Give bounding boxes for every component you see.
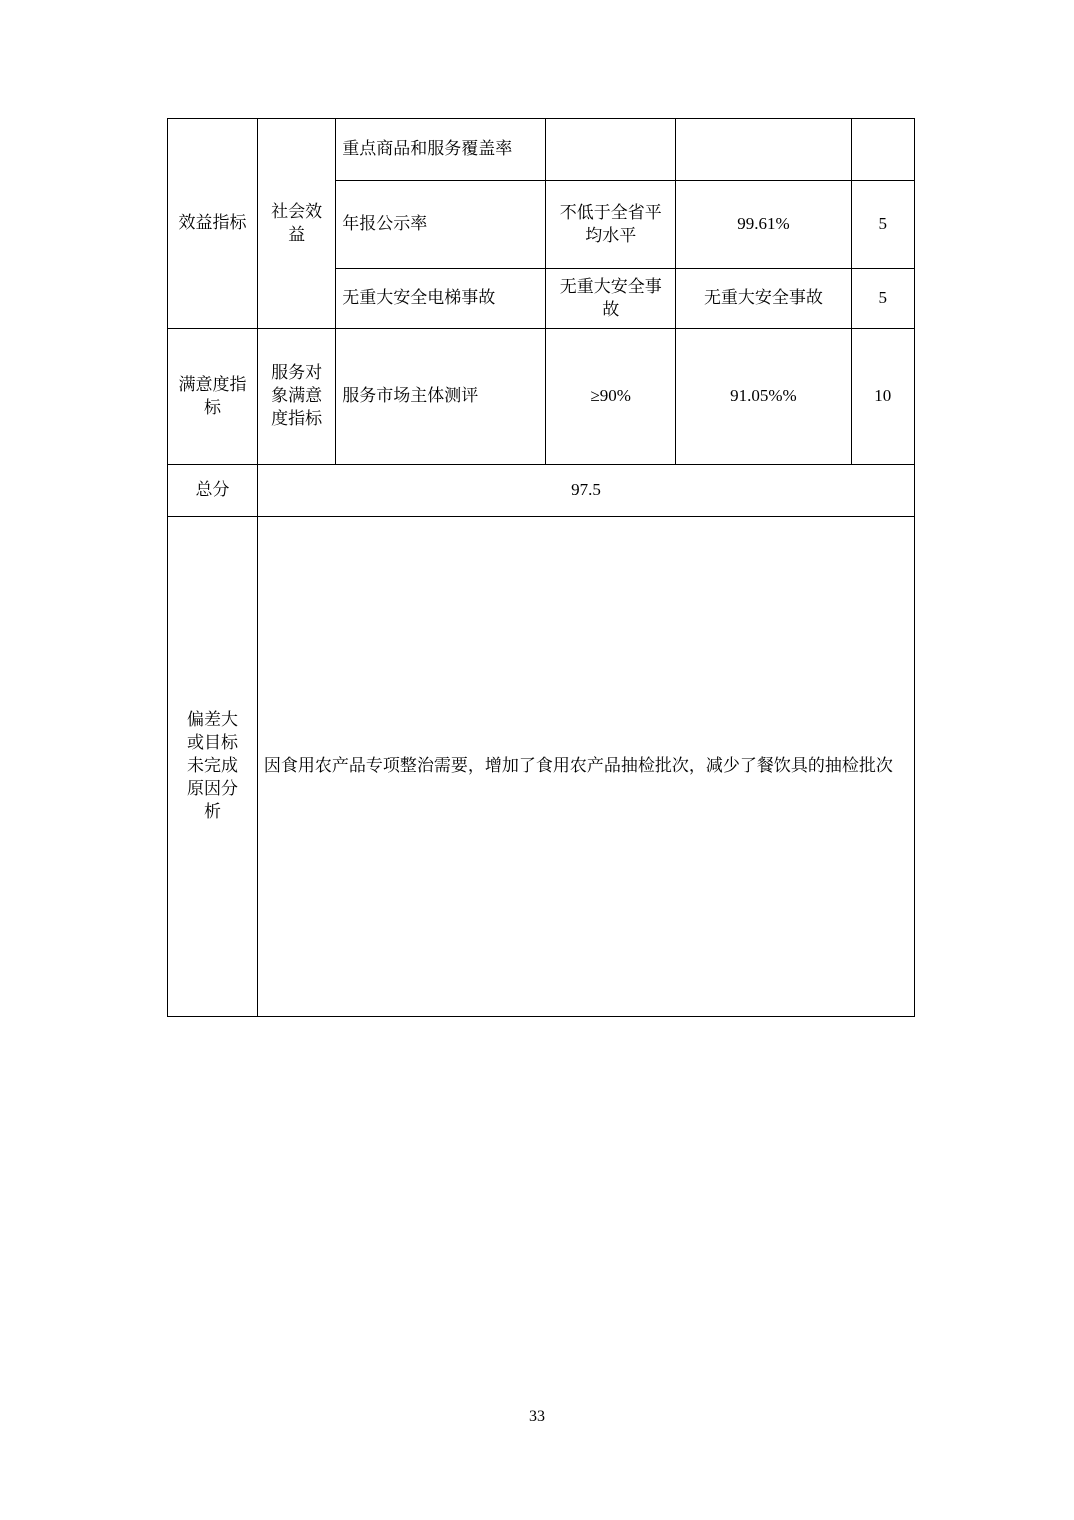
cell-score: 10: [851, 329, 914, 465]
cell-target-value: 无重大安全事故: [546, 269, 676, 329]
cell-indicator-name: 年报公示率: [336, 181, 546, 269]
performance-table-wrapper: [167, 118, 915, 1017]
cell-sub-group: 服务对象满意度指标: [257, 329, 335, 465]
cell-score: 5: [851, 181, 914, 269]
cell-indicator-name: 无重大安全电梯事故: [336, 269, 546, 329]
table-row: [168, 329, 915, 465]
total-score-label: 总分: [168, 465, 258, 517]
cell-target-value: 不低于全省平均水平: [546, 181, 676, 269]
cell-target-value: ≥90%: [546, 329, 676, 465]
cell-actual-value: 91.05%%: [676, 329, 851, 465]
cell-actual-value: 无重大安全事故: [676, 269, 851, 329]
cell-actual-value: [676, 119, 851, 181]
page-number: 33: [529, 1408, 545, 1425]
cell-indicator-group: 效益指标: [168, 119, 258, 329]
cell-indicator-name: 重点商品和服务覆盖率: [336, 119, 546, 181]
deviation-reason-text: 因食用农产品专项整治需要，增加了食用农产品抽检批次，减少了餐饮具的抽检批次: [257, 517, 914, 1017]
table-row: [168, 119, 915, 181]
cell-score: [851, 119, 914, 181]
cell-sub-group: 社会效益: [257, 119, 335, 329]
performance-indicator-table: [167, 118, 915, 1017]
cell-indicator-group: 满意度指标: [168, 329, 258, 465]
table-row-total: [168, 465, 915, 517]
cell-target-value: [546, 119, 676, 181]
table-row-reason: [168, 517, 915, 1017]
cell-indicator-name: 服务市场主体测评: [336, 329, 546, 465]
cell-score: 5: [851, 269, 914, 329]
deviation-reason-label: 偏差大或目标未完成原因分析: [168, 517, 258, 1017]
total-score-value: 97.5: [257, 465, 914, 517]
cell-actual-value: 99.61%: [676, 181, 851, 269]
